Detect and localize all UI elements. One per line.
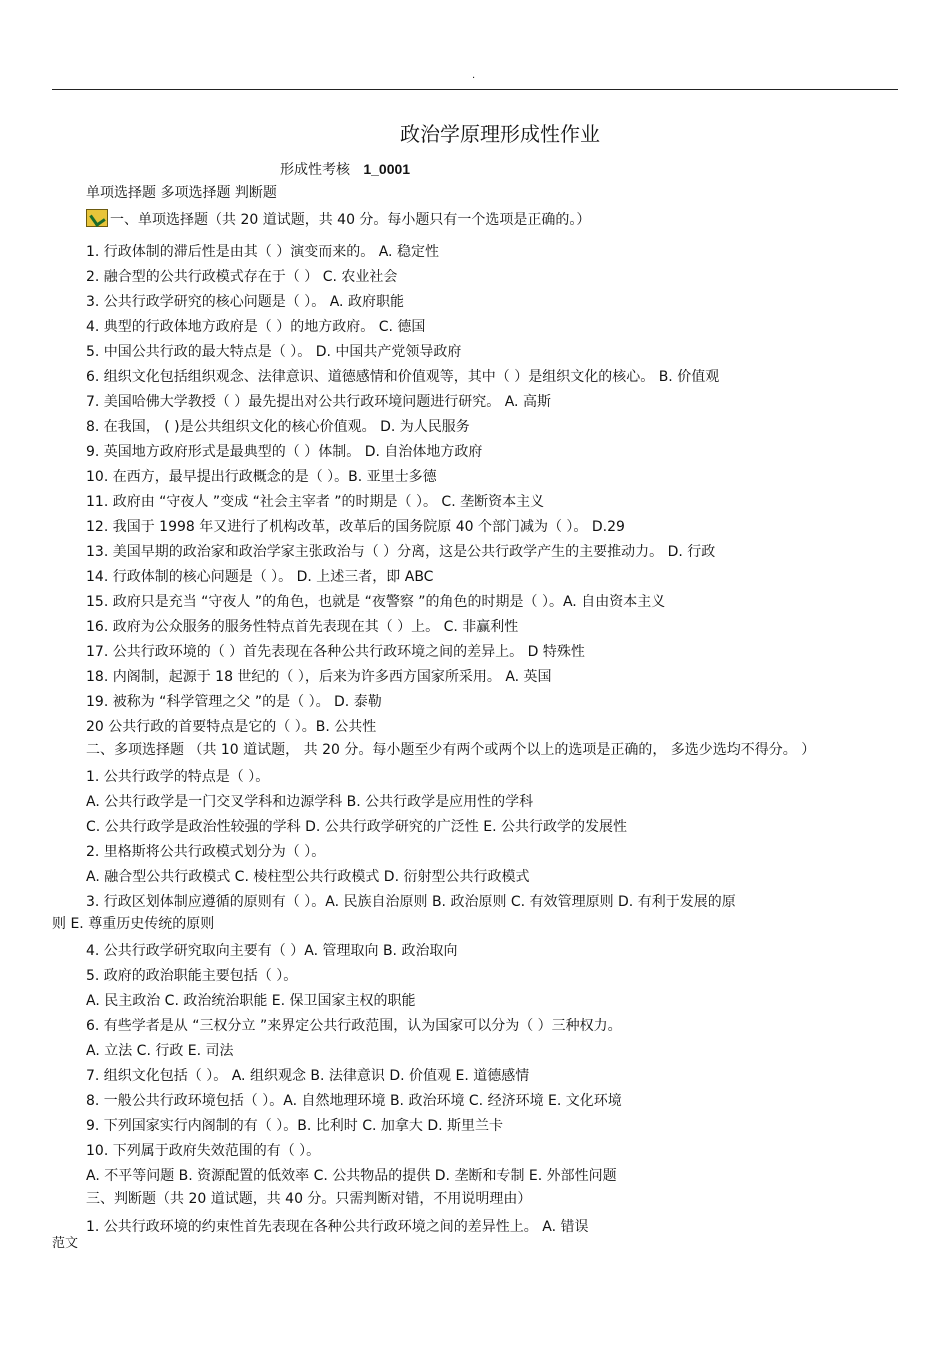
- question-line: 5. 政府的政治职能主要包括（ ）。: [86, 968, 298, 984]
- footer-label: 范文: [52, 1236, 79, 1251]
- question-line: 18. 内阁制，起源于 18 世纪的（ ），后来为许多西方国家所采用。 A. 英国: [86, 669, 552, 685]
- question-line: 10. 在西方，最早提出行政概念的是（ ）。B. 亚里士多德: [86, 469, 437, 485]
- question-line: 8. 在我国， ( )是公共组织文化的核心价值观。 D. 为人民服务: [86, 419, 470, 435]
- question-line: 9. 英国地方政府形式是最典型的（ ）体制。 D. 自治体地方政府: [86, 444, 483, 460]
- question-line: 14. 行政体制的核心问题是（ ）。 D. 上述三者，即 ABC: [86, 569, 434, 585]
- question-line: 15. 政府只是充当 “守夜人 ”的角色，也就是 “夜警察 ”的角色的时期是（ ）。A. 自由资本主义: [86, 594, 666, 610]
- question-line: 4. 公共行政学研究取向主要有（ ）A. 管理取向 B. 政治取向: [86, 943, 458, 959]
- question-line: 17. 公共行政环境的（ ）首先表现在各种公共行政环境之间的差异上。 D 特殊性: [86, 644, 585, 660]
- subtitle-code: 1_0001: [363, 161, 411, 177]
- question-line: A. 公共行政学是一门交叉学科和边源学科 B. 公共行政学是应用性的学科: [86, 794, 534, 810]
- question-line: 则 E. 尊重历史传统的原则: [52, 916, 215, 932]
- question-line: 二、多项选择题 （共 10 道试题， 共 20 分。每小题至少有两个或两个以上的选项是正确的， 多选少选均不得分。 ）: [86, 742, 816, 758]
- question-line: 三、判断题（共 20 道试题，共 40 分。只需判断对错，不用说明理由）: [86, 1191, 532, 1207]
- question-line: 1. 公共行政学的特点是（ ）。: [86, 769, 270, 785]
- question-line: A. 立法 C. 行政 E. 司法: [86, 1043, 234, 1059]
- subtitle: [280, 160, 410, 179]
- question-line: 2. 里格斯将公共行政模式划分为（ ）。: [86, 844, 326, 860]
- question-line: 20 公共行政的首要特点是它的（ ）。B. 公共性: [86, 719, 377, 735]
- question-line: 12. 我国于 1998 年又进行了机构改革，改革后的国务院原 40 个部门减为（ ）。 D.29: [86, 519, 625, 535]
- question-line: 3. 公共行政学研究的核心问题是（ ）。 A. 政府职能: [86, 294, 404, 310]
- question-line: 6. 有些学者是从 “三权分立 ”来界定公共行政范围，认为国家可以分为（ ）三种权力。: [86, 1018, 622, 1034]
- section-heading-1: [86, 209, 590, 229]
- question-line: A. 融合型公共行政模式 C. 棱柱型公共行政模式 D. 衍射型公共行政模式: [86, 869, 530, 885]
- header-rule: [52, 89, 898, 90]
- question-line: 5. 中国公共行政的最大特点是（ ）。 D. 中国共产党领导政府: [86, 344, 462, 360]
- question-line: 4. 典型的行政体地方政府是（ ）的地方政府。 C. 德国: [86, 319, 426, 335]
- question-line: 7. 组织文化包括（ ）。 A. 组织观念 B. 法律意识 D. 价值观 E. 道德感情: [86, 1068, 530, 1084]
- question-line: 3. 行政区划体制应遵循的原则有（ ）。A. 民族自治原则 B. 政治原则 C. 有效管理原则 D. 有利于发展的原: [86, 894, 736, 910]
- question-line: 11. 政府由 “守夜人 ”变成 “社会主宰者 ”的时期是（ ）。 C. 垄断资本主义: [86, 494, 545, 510]
- question-line: 8. 一般公共行政环境包括（ ）。A. 自然地理环境 B. 政治环境 C. 经济环境 E. 文化环境: [86, 1093, 622, 1109]
- doc-title: 政治学原理形成性作业: [400, 122, 600, 146]
- section-arrow-icon: [86, 209, 108, 227]
- question-line: 13. 美国早期的政治家和政治学家主张政治与（ ）分离，这是公共行政学产生的主要推动力。 D. 行政: [86, 544, 716, 560]
- question-line: 16. 政府为公众服务的服务性特点首先表现在其（ ）上。 C. 非赢利性: [86, 619, 519, 635]
- question-line: 19. 被称为 “科学管理之父 ”的是（ ）。 D. 泰勒: [86, 694, 382, 710]
- subtitle-label: 形成性考核: [280, 162, 350, 178]
- question-line: 6. 组织文化包括组织观念、法律意识、道德感情和价值观等，其中（ ）是组织文化的核心。 B. 价值观: [86, 369, 720, 385]
- section-1-text: 一、单项选择题（共 20 道试题，共 40 分。每小题只有一个选项是正确的。）: [110, 212, 591, 228]
- question-line: 1. 公共行政环境的约束性首先表现在各种公共行政环境之间的差异性上。 A. 错误: [86, 1219, 589, 1235]
- question-line: C. 公共行政学是政治性较强的学科 D. 公共行政学研究的广泛性 E. 公共行政学的发展性: [86, 819, 628, 835]
- question-line: A. 民主政治 C. 政治统治职能 E. 保卫国家主权的职能: [86, 993, 416, 1009]
- question-line: 2. 融合型的公共行政模式存在于（ ） C. 农业社会: [86, 269, 398, 285]
- question-line: A. 不平等问题 B. 资源配置的低效率 C. 公共物品的提供 D. 垄断和专制 E. 外部性问题: [86, 1168, 617, 1184]
- question-line: 7. 美国哈佛大学教授（ ）最先提出对公共行政环境问题进行研究。 A. 高斯: [86, 394, 551, 410]
- question-line: 10. 下列属于政府失效范围的有（ ）。: [86, 1143, 321, 1159]
- question-line: 1. 行政体制的滞后性是由其（ ）演变而来的。 A. 稳定性: [86, 244, 439, 260]
- question-line: 9. 下列国家实行内阁制的有（ ）。B. 比利时 C. 加拿大 D. 斯里兰卡: [86, 1118, 504, 1134]
- header-dot: .: [472, 70, 476, 81]
- nav-tabs[interactable]: 单项选择题 多项选择题 判断题: [86, 185, 277, 201]
